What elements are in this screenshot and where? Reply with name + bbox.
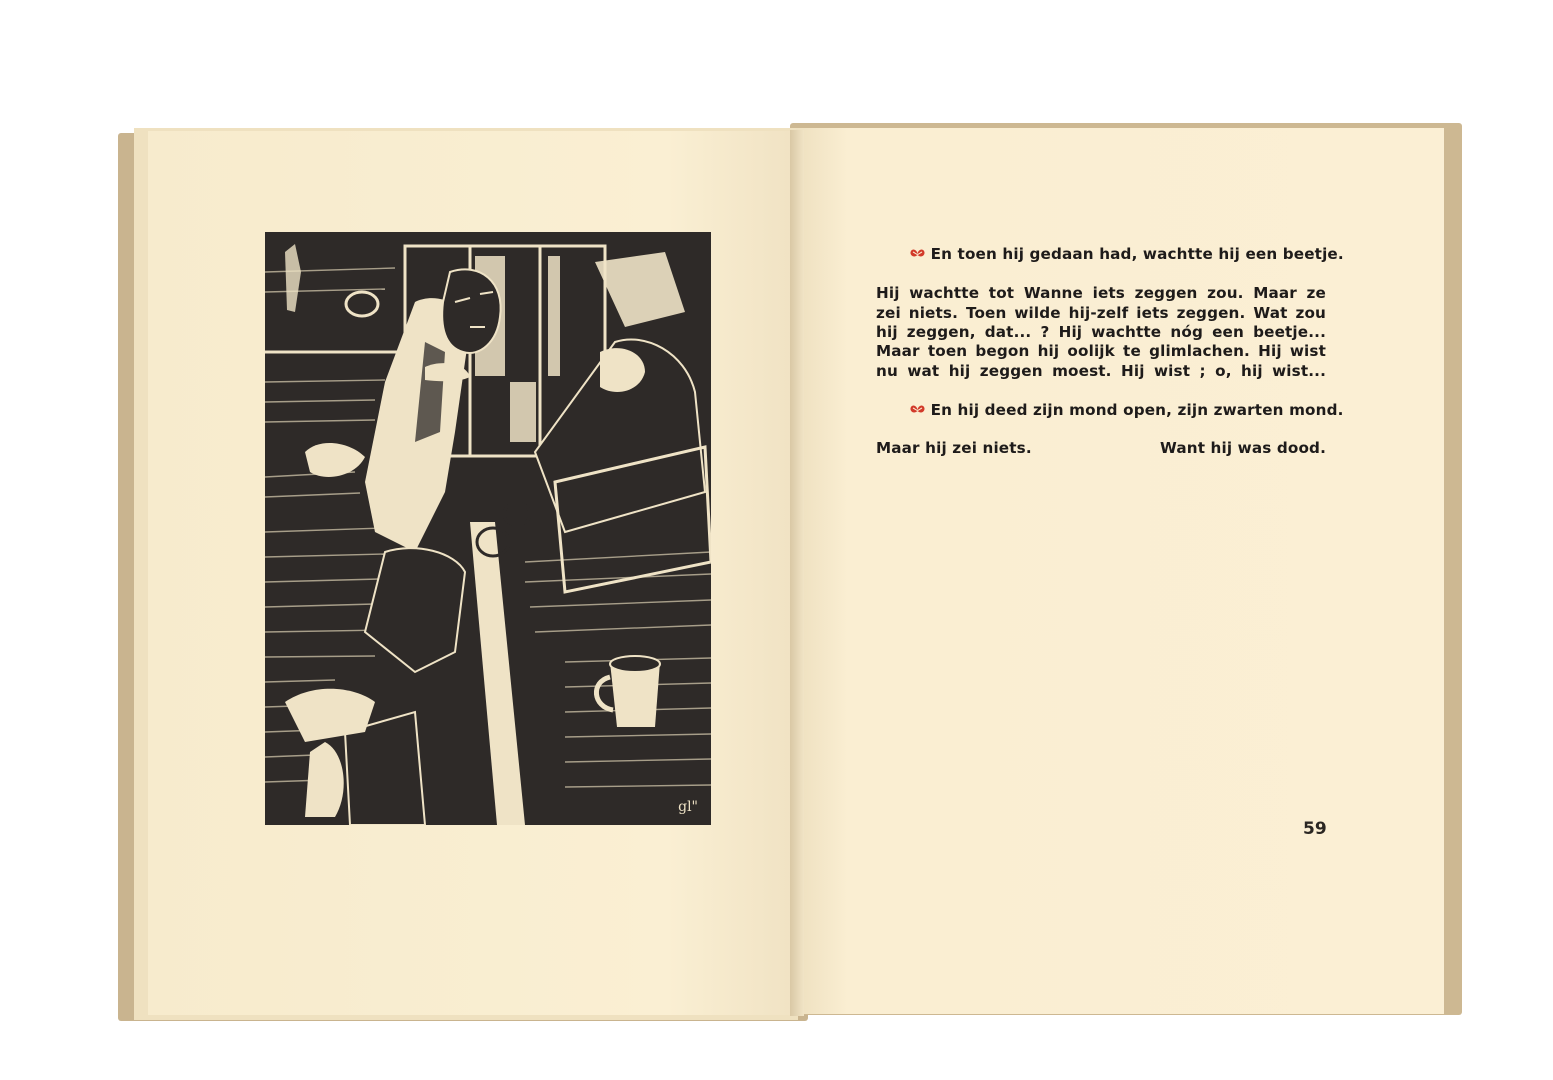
text-line: En toen hij gedaan had, wachtte hij een beetje. — [930, 245, 1344, 264]
text-line-7 — [876, 381, 1344, 439]
text-line-2 — [876, 284, 1326, 303]
fleuron-icon — [909, 404, 926, 416]
story-text — [876, 226, 1344, 459]
text-line-left: Maar hij zei niets. — [876, 439, 1032, 458]
woodcut-illustration — [265, 232, 711, 825]
text-line-6 — [876, 362, 1326, 381]
woodcut-svg — [265, 232, 711, 825]
text-line-right: Want hij was dood. — [1159, 439, 1326, 458]
page-number: 59 — [1303, 819, 1327, 839]
text-line: zei niets. Toen wilde hij-zelf iets zeggen. Wat zou — [876, 303, 1326, 322]
text-line-5 — [876, 342, 1326, 361]
fleuron-icon — [909, 248, 926, 260]
text-line-1 — [876, 226, 1344, 284]
text-line: Hij wachtte tot Wanne iets zeggen zou. Maar ze — [876, 284, 1326, 303]
text-line: nu wat hij zeggen moest. Hij wist ; o, hij wist... — [876, 361, 1326, 380]
text-line-8 — [876, 439, 1326, 458]
text-line-3 — [876, 304, 1326, 323]
text-line: Maar toen begon hij oolijk te glimlachen. Hij wist — [876, 342, 1326, 361]
text-line: hij zeggen, dat... ? Hij wachtte nóg een beetje... — [876, 323, 1326, 342]
text-line: En hij deed zijn mond open, zijn zwarten mond. — [930, 400, 1344, 419]
illustration-signature: gl" — [678, 799, 698, 815]
text-line-4 — [876, 323, 1326, 342]
book-gutter — [790, 130, 804, 1016]
